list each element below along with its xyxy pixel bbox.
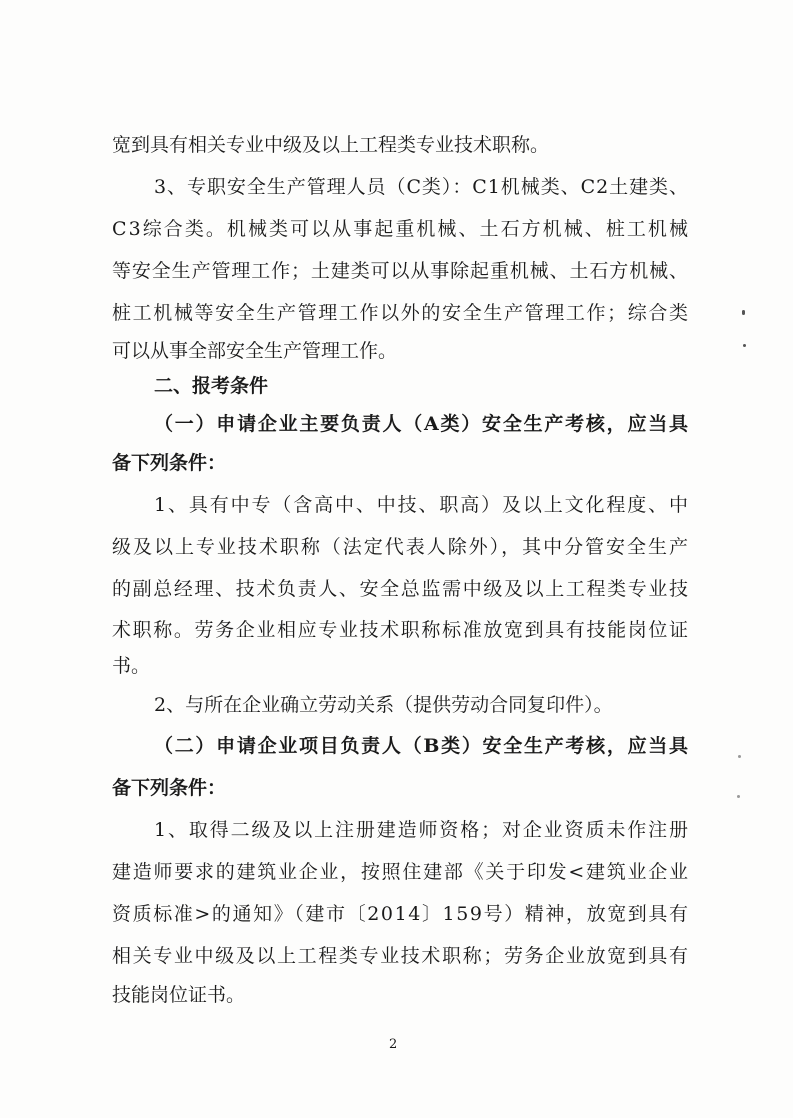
subsection-heading: （一）申请企业主要负责人（A类）安全生产考核，应当具 xyxy=(154,413,690,435)
text-line: C3综合类。机械类可以从事起重机械、土石方机械、桩工机械 xyxy=(112,218,691,240)
text-line: 3、专职安全生产管理人员（C类）：C1机械类、C2土建类、 xyxy=(154,176,689,198)
text-line: 1、取得二级及以上注册建造师资格；对企业资质未作注册 xyxy=(154,819,690,841)
scan-speck xyxy=(742,310,745,315)
text-line: 级及以上专业技术职称（法定代表人除外），其中分管安全生产 xyxy=(112,536,690,558)
subsection-heading: （二）申请企业项目负责人（B类）安全生产考核，应当具 xyxy=(154,735,690,757)
text-line: 技能岗位证书。 xyxy=(112,984,246,1006)
text-line: 桩工机械等安全生产管理工作以外的安全生产管理工作；综合类 xyxy=(112,302,690,324)
text-line: 宽到具有相关专业中级及以上工程类专业技术职称。 xyxy=(112,134,550,156)
text-line: 术职称。劳务企业相应专业技术职称标准放宽到具有技能岗位证 xyxy=(112,619,690,641)
subsection-heading: 备下列条件： xyxy=(112,777,227,799)
text-line: 书。 xyxy=(112,655,151,677)
scan-speck xyxy=(738,755,741,758)
text-line: 可以从事全部安全生产管理工作。 xyxy=(112,340,398,362)
text-line: 资质标准>的通知》（建市〔2014〕159号）精神，放宽到具有 xyxy=(112,903,690,925)
section-heading: 二、报考条件 xyxy=(154,375,269,397)
scan-speck xyxy=(743,344,746,347)
text-line: 相关专业中级及以上工程类专业技术职称；劳务企业放宽到具有 xyxy=(112,945,690,967)
text-line: 的副总经理、技术负责人、安全总监需中级及以上工程类专业技 xyxy=(112,578,690,600)
subsection-heading: 备下列条件： xyxy=(112,452,227,474)
text-line: 2、与所在企业确立劳动关系（提供劳动合同复印件）。 xyxy=(154,694,613,716)
text-line: 建造师要求的建筑业企业，按照住建部《关于印发<建筑业企业 xyxy=(112,861,690,883)
scan-speck xyxy=(737,795,740,798)
text-line: 1、具有中专（含高中、中技、职高）及以上文化程度、中 xyxy=(154,494,690,516)
text-line: 等安全生产管理工作；土建类可以从事除起重机械、土石方机械、 xyxy=(112,260,689,282)
page-number: 2 xyxy=(389,1037,398,1052)
